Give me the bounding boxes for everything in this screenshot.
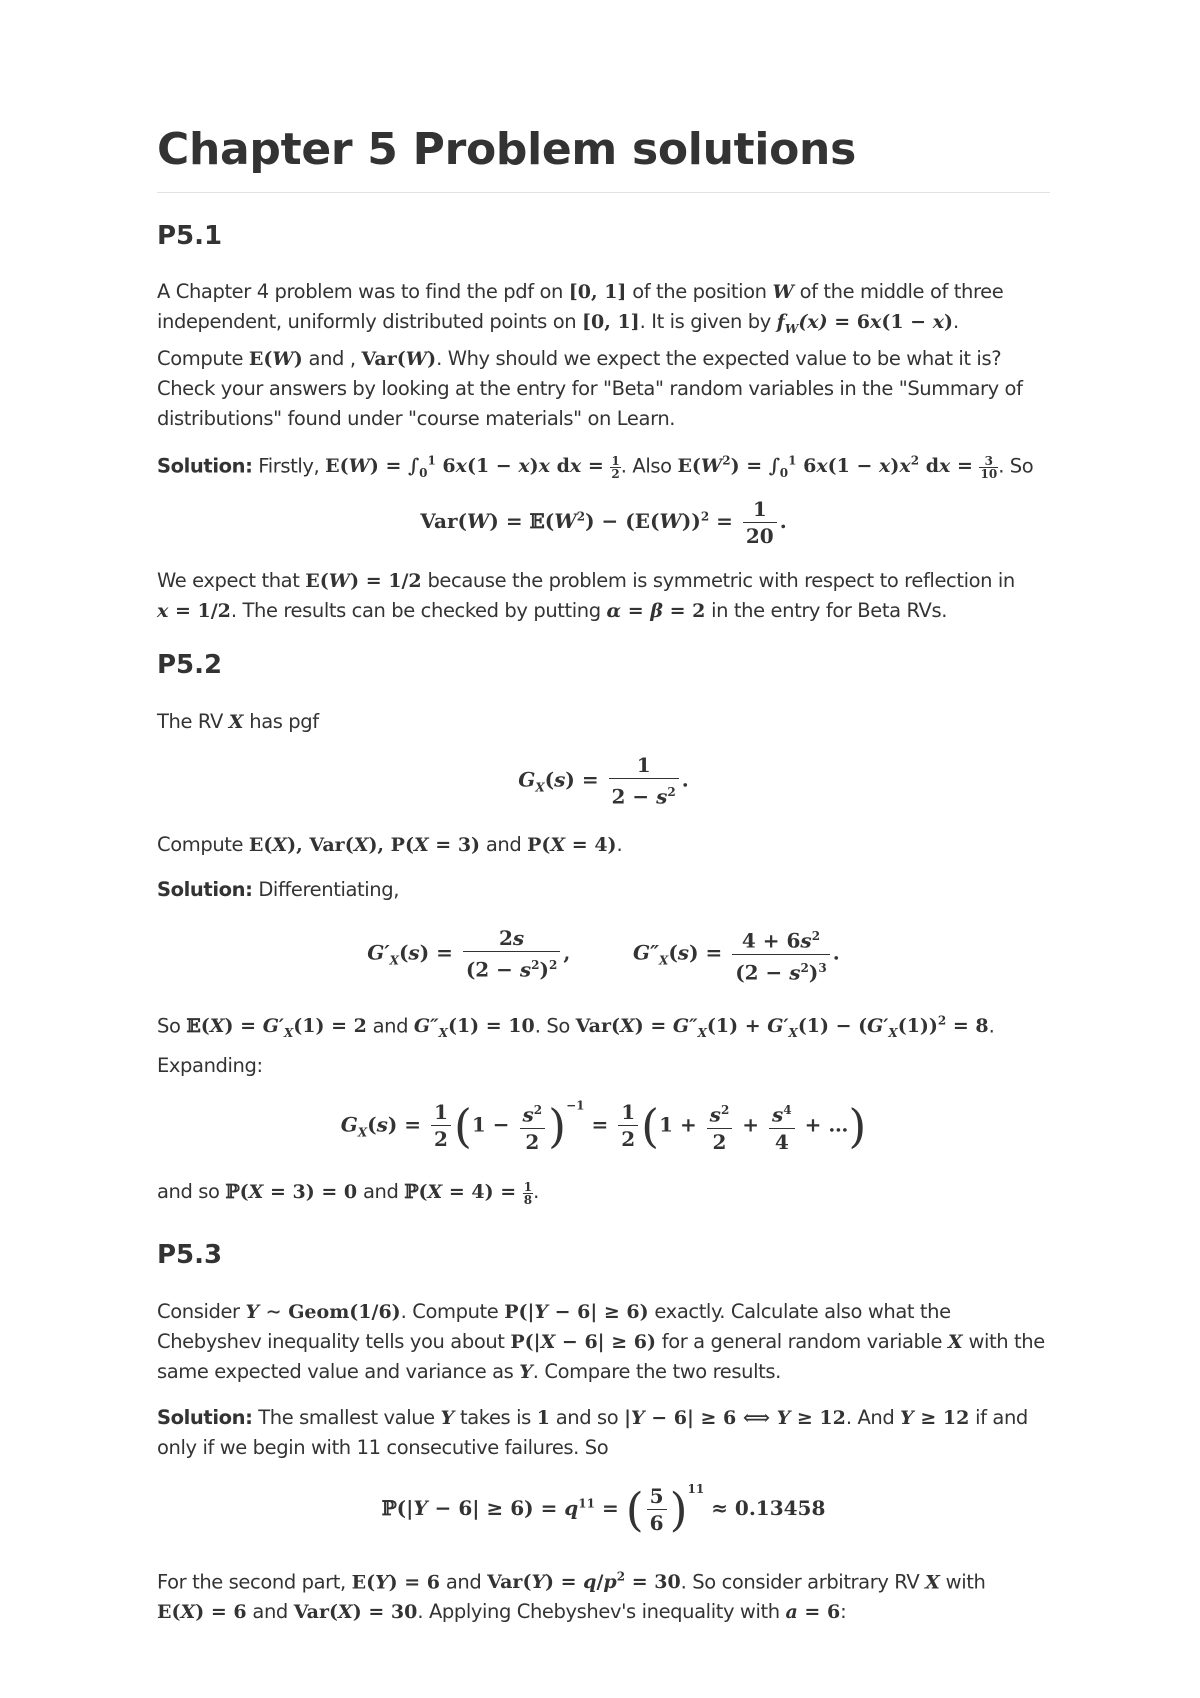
section-heading-p5-3: P5.3 — [157, 1240, 223, 1270]
p5-3-problem: Consider Y ∼ Geom(1/6). Compute P(|Y − 6| ≥ 6) exactly. Calculate also what the Chebyshev inequality tells you about P(|X − 6| ≥ 6) for a general random variable X with the same expected value and variance as Y. Compare the two results. — [157, 1300, 1045, 1383]
p5-1-display-variance: $Var(W) = 𝔼(W^2) - (E(W))^2$ = $\frac{1}{20}$ . — [420, 497, 787, 548]
solution-label: Solution: — [157, 454, 253, 478]
p5-3-second-part: For the second part, E(Y) = 6 and $Var(Y) = q/p^2 = 30$. So consider arbitrary RV X with E(X) = 6 and Var(X) = 30. Applying Chebyshev's inequality with a = 6: — [157, 1570, 986, 1624]
p5-2-solution — [157, 875, 1050, 905]
p5-2-display-expansion: $G_X(s)$ = $\frac{1}{2}$ (1 − $\frac{s^2}{2}$ )$^{-1}$ = $\frac{1}{2}$ (1 + $\frac{s^2}{2}$ + $\frac{s^4}{4}$ + …) — [340, 1098, 867, 1154]
p5-2-problem: The RV X has pgf — [157, 710, 319, 733]
solution-label: Solution: — [157, 1406, 253, 1429]
page-title: Chapter 5 Problem solutions — [157, 124, 856, 175]
p5-2-compute: Compute E(X), Var(X), P(X = 3) and P(X = 4). — [157, 833, 623, 856]
p5-2-display-derivatives: $G'_X(s)$ = $\frac{2s}{(2 - s^2)^2}$ , $G''_X(s)$ = $\frac{4 + 6s^2}{(2 - s^2)^3}$ . — [157, 923, 1050, 985]
p5-2-expanding: Expanding: — [157, 1054, 263, 1077]
section-heading-p5-1: P5.1 — [157, 221, 223, 251]
solution-text: Differentiating, — [258, 878, 400, 901]
p5-2-display-pgf: $G_X(s)$ = $\frac{1}{2 - s^2}$ . — [518, 753, 689, 809]
p5-1-explanation: We expect that E(W) = 1/2 because the problem is symmetric with respect to reflection in x = 1/2. The results can be checked by putting α = β = 2 in the entry for Beta RVs. — [157, 569, 1015, 622]
p5-2-moments: So 𝔼(X) = $G'_X(1) = 2$ and $G''_X(1) = 10$. So $Var(X) = G''_X(1) + G'_X(1) - (G'_X(1))^2 = 8$. — [157, 1014, 995, 1041]
p5-1-solution: Solution: Firstly, $E(W) = \int_0^1$ 6x(1 − x)x dx = $\frac{1}{2}$ . Also $E(W^2) = \int_0^1$ $6x(1 - x)x^2$ dx = $\frac{3}{10}$ . So — [157, 453, 1034, 481]
title-divider — [157, 192, 1050, 193]
p5-1-problem: A Chapter 4 problem was to find the pdf on [0, 1] of the position W of the middle of three independent, uniformly distributed points on [0, 1]. It is given by $f_W(x) = 6x(1 - x)$. Compute E(W) and , Var(W). Why should we expect the expected value to be what it is? Check your answers by looking at the entry for "Beta" random variables in the "Summary of distributions" found under "course materials" on Learn. — [157, 280, 1023, 430]
section-heading-p5-2: P5.2 — [157, 650, 223, 680]
p5-3-solution: Solution: The smallest value Y takes is 1 and so |Y − 6| ≥ 6 ⟺ Y ≥ 12. And Y ≥ 12 if and only if we begin with 11 consecutive failures. So — [157, 1406, 1028, 1459]
p5-3-display-probability: ℙ(|Y − $6| \ge 6) = q^{11}$ = ( $\frac{5}{6}$ )$^{11}$ ≈ 0.13458 — [381, 1482, 826, 1537]
p5-2-probabilities: and so ℙ(X = 3) = 0 and ℙ(X = 4) = $\frac{1}{8}$ . — [157, 1179, 539, 1207]
solution-label: Solution: — [157, 878, 253, 901]
